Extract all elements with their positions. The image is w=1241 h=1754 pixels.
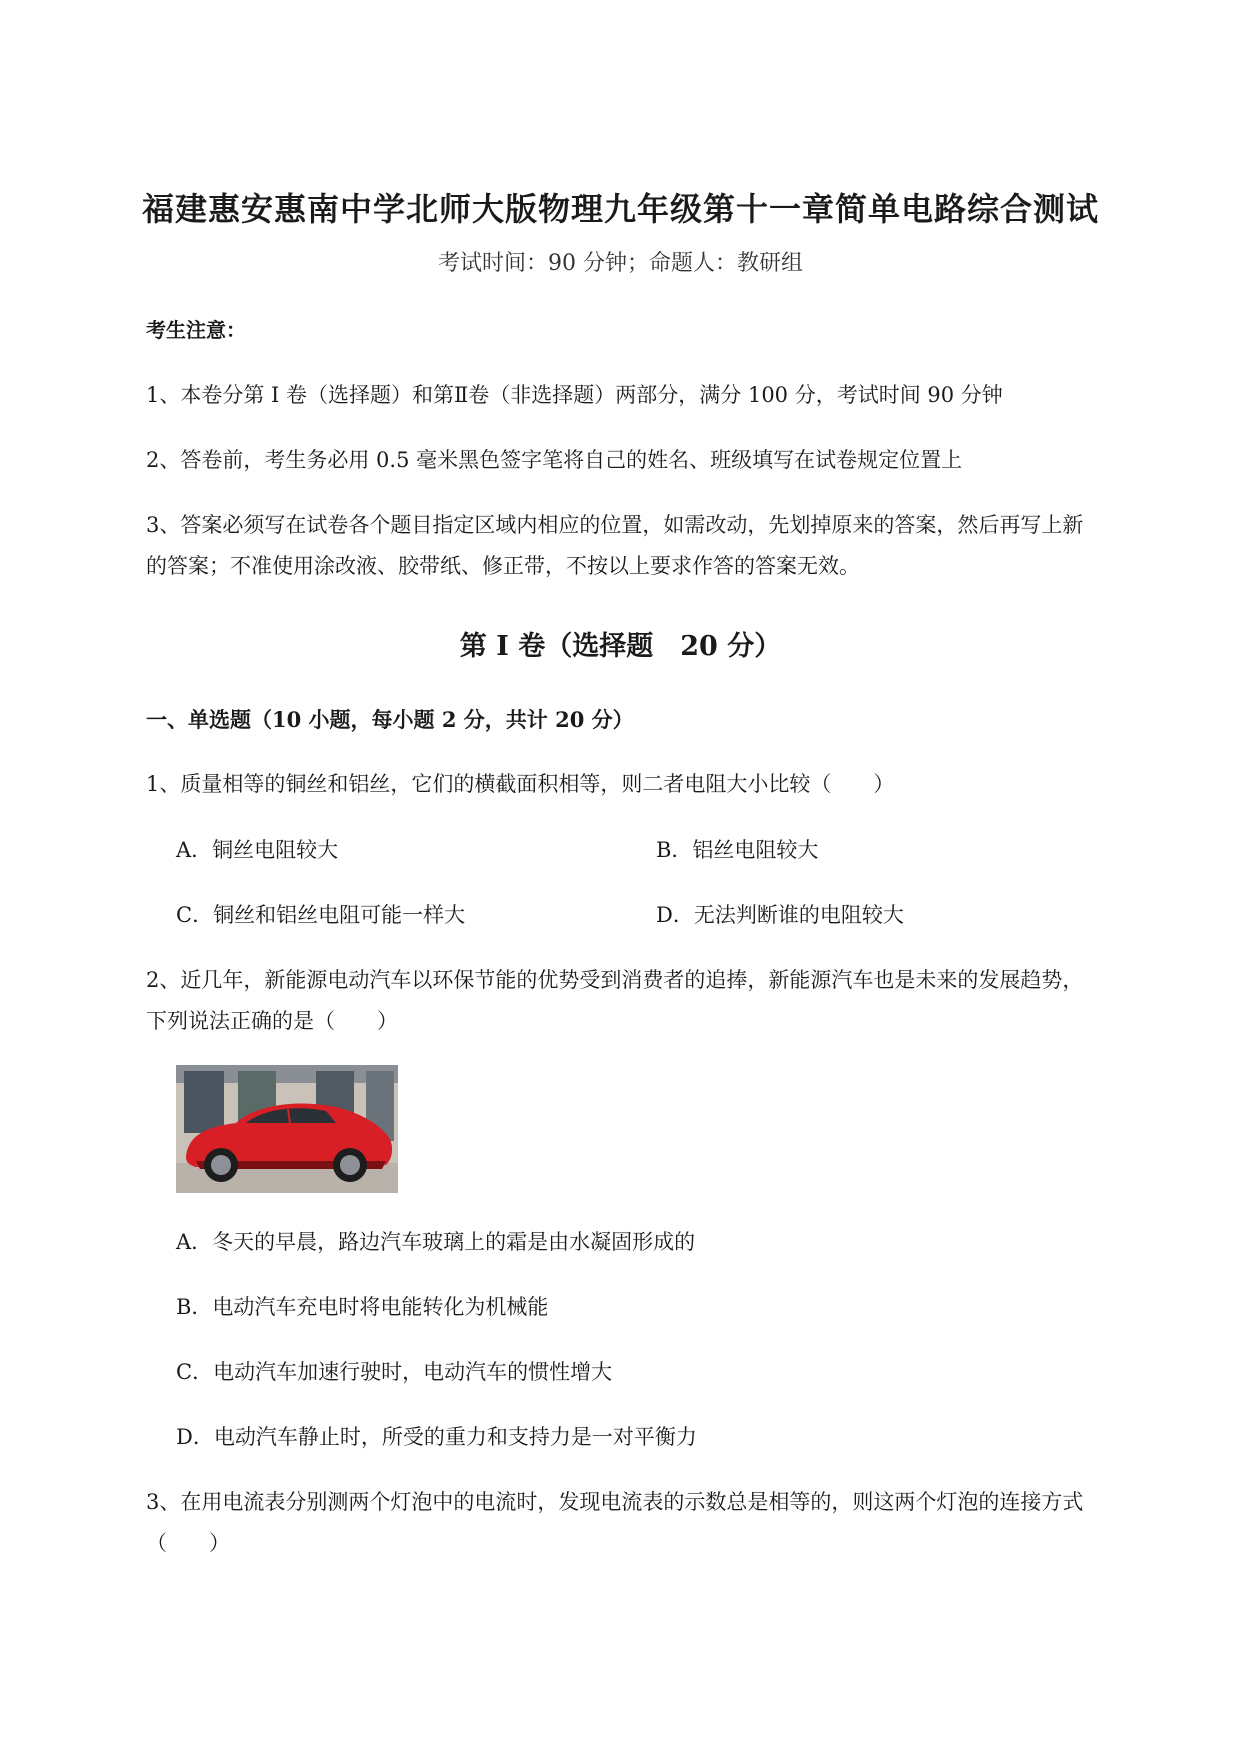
section-title: 第 I 卷（选择题 20 分） [459, 631, 782, 662]
notice-heading: 考生注意： [146, 318, 246, 342]
question-1-option-c: C．铜丝和铝丝电阻可能一样大 [176, 903, 466, 927]
exam-info: 考试时间：90 分钟；命题人：教研组 [438, 251, 803, 276]
question-2-option-c: C．电动汽车加速行驶时，电动汽车的惯性增大 [176, 1360, 613, 1384]
question-2-option-b: B．电动汽车充电时将电能转化为机械能 [176, 1295, 549, 1319]
electric-car-photo [176, 1065, 398, 1193]
question-3-stem: 3、在用电流表分别测两个灯泡中的电流时，发现电流表的示数总是相等的，则这两个灯泡的连接方式 [146, 1490, 1084, 1514]
question-2-stem: 2、近几年，新能源电动汽车以环保节能的优势受到消费者的追捧，新能源汽车也是未来的发展趋势， [146, 968, 1084, 992]
question-1-option-a: A．铜丝电阻较大 [176, 838, 339, 862]
question-1-stem: 1、质量相等的铜丝和铝丝，它们的横截面积相等，则二者电阻大小比较（ ） [146, 772, 895, 796]
question-1-option-d: D．无法判断谁的电阻较大 [656, 903, 904, 927]
page-title: 福建惠安惠南中学北师大版物理九年级第十一章简单电路综合测试 [141, 190, 1099, 228]
notice-item-3: 3、答案必须写在试卷各个题目指定区域内相应的位置，如需改动，先划掉原来的答案，然后再写上新 [146, 513, 1084, 537]
notice-item-2: 2、答卷前，考生务必用 0.5 毫米黑色签字笔将自己的姓名、班级填写在试卷规定位置上 [146, 448, 963, 472]
question-3-stem-cont: （ ） [146, 1531, 230, 1555]
notice-item-3-cont: 的答案；不准使用涂改液、胶带纸、修正带，不按以上要求作答的答案无效。 [146, 554, 860, 578]
question-2-option-d: D．电动汽车静止时，所受的重力和支持力是一对平衡力 [176, 1425, 697, 1449]
question-2-stem-cont: 下列说法正确的是（ ） [146, 1009, 398, 1033]
question-2-option-a: A．冬天的早晨，路边汽车玻璃上的霜是由水凝固形成的 [176, 1230, 696, 1254]
question-group-heading: 一、单选题（10 小题，每小题 2 分，共计 20 分） [146, 707, 634, 732]
notice-item-1: 1、本卷分第 I 卷（选择题）和第Ⅱ卷（非选择题）两部分，满分 100 分，考试时间 90 分钟 [146, 383, 1003, 407]
question-1-option-b: B．铝丝电阻较大 [656, 838, 819, 862]
